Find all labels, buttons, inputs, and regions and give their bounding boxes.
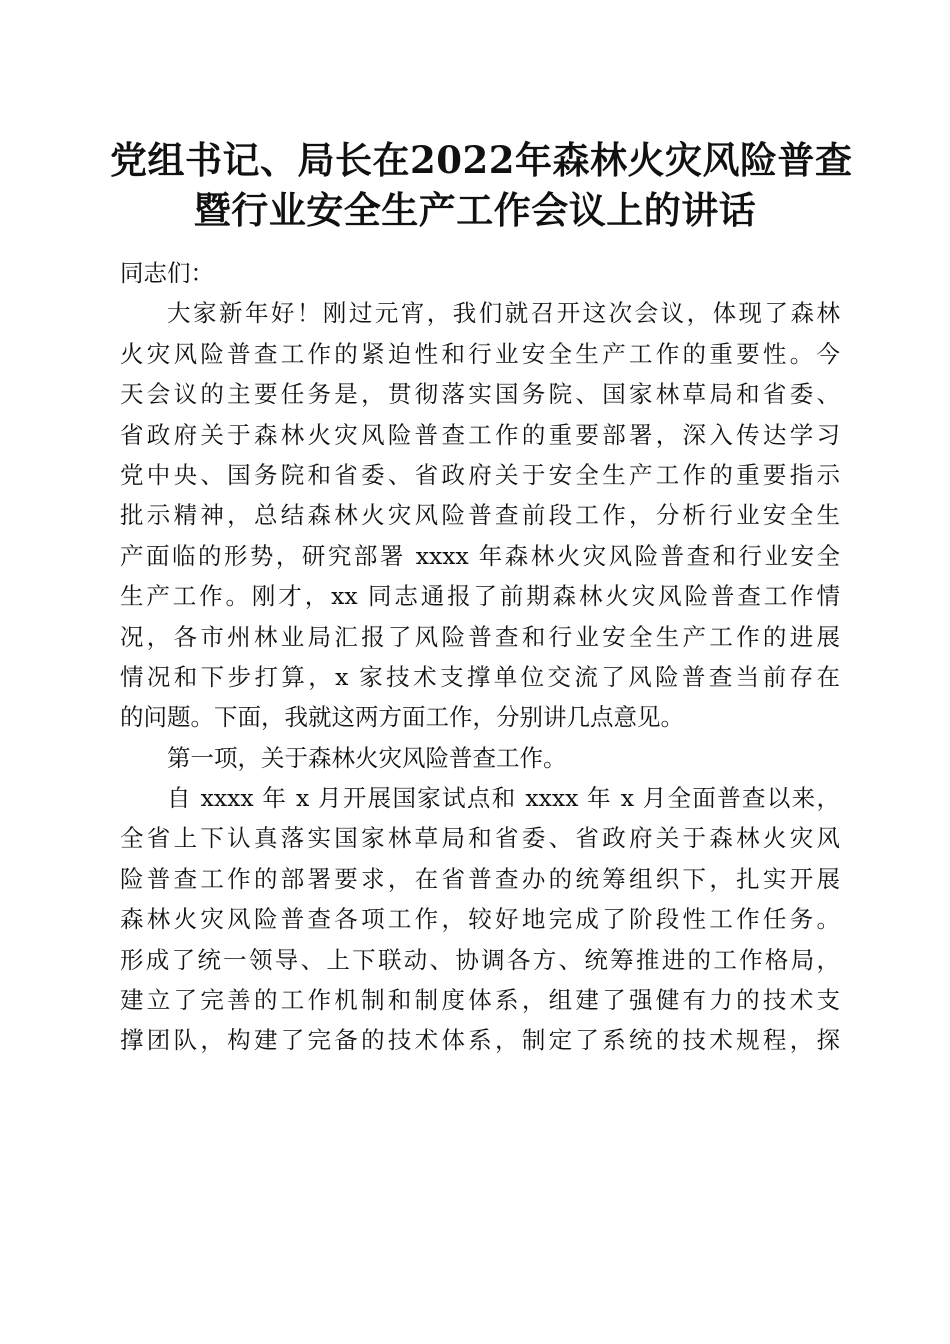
text-line: 天会议的主要任务是，贯彻落实国务院、国家林草局和省委、: [120, 380, 840, 409]
text-line: 险普查工作的部署要求，在省普查办的统筹组织下，扎实开展: [120, 864, 840, 893]
text-line: 撑团队，构建了完备的技术体系，制定了系统的技术规程，探: [120, 1026, 840, 1055]
text-line: 森林火灾风险普查各项工作，较好地完成了阶段性工作任务。: [120, 905, 840, 934]
document-title: [110, 135, 853, 235]
text-line: 的问题。下面，我就这两方面工作，分别讲几点意见。: [120, 703, 684, 732]
text-line: 况，各市州林业局汇报了风险普查和行业安全生产工作的进展: [120, 622, 840, 651]
text-line: 党中央、国务院和省委、省政府关于安全生产工作的重要指示: [120, 460, 840, 489]
text-line: 产面临的形势，研究部署 xxxx 年森林火灾风险普查和行业安全: [120, 541, 840, 570]
title-line: 暨行业安全生产工作会议上的讲话: [193, 188, 757, 232]
text-line: 情况和下步打算，x 家技术支撑单位交流了风险普查当前存在: [120, 662, 840, 691]
text-line: 批示精神，总结森林火灾风险普查前段工作，分析行业安全生: [120, 501, 840, 530]
paragraph-intro: [120, 293, 840, 737]
text-line: 形成了统一领导、上下联动、协调各方、统筹推进的工作格局，: [120, 945, 840, 974]
text-line: 建立了完善的工作机制和制度体系，组建了强健有力的技术支: [120, 986, 840, 1015]
salutation: 同志们：: [120, 259, 214, 287]
text-line: 全省上下认真落实国家林草局和省委、省政府关于森林火灾风: [120, 824, 840, 853]
text-line: 第一项，关于森林火灾风险普查工作。: [167, 743, 567, 772]
text-line: 省政府关于森林火灾风险普查工作的重要部署，深入传达学习: [120, 420, 840, 449]
title-line: 党组书记、局长在2022年森林火灾风险普查: [110, 138, 853, 182]
document-body: [120, 253, 840, 1061]
paragraph-progress: [120, 778, 840, 1061]
text-line: 自 xxxx 年 x 月开展国家试点和 xxxx 年 x 月全面普查以来，: [167, 784, 840, 813]
text-line: 生产工作。刚才，xx 同志通报了前期森林火灾风险普查工作情: [120, 582, 840, 611]
section-heading: [120, 738, 840, 778]
text-line: 火灾风险普查工作的紧迫性和行业安全生产工作的重要性。今: [120, 339, 840, 368]
text-line: 大家新年好！刚过元宵，我们就召开这次会议，体现了森林: [167, 299, 840, 328]
